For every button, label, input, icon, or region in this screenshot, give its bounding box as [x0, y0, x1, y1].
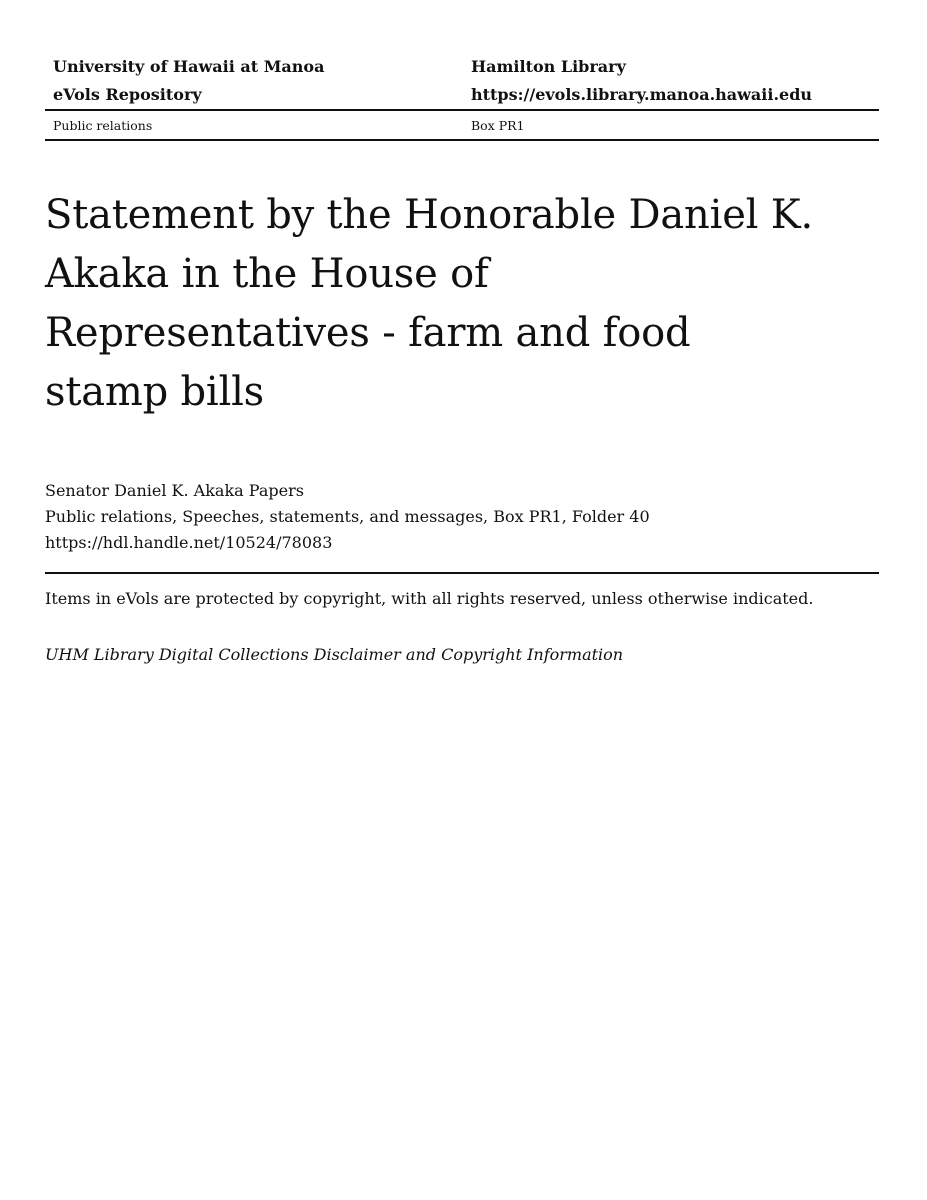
- title-line: Representatives - farm and food: [45, 310, 691, 356]
- title-line: Statement by the Honorable Daniel K.: [45, 192, 813, 238]
- library-name: Hamilton Library: [471, 56, 626, 76]
- title-line: Akaka in the House of: [45, 251, 489, 297]
- header-row-series: [45, 111, 879, 141]
- box-label: Box PR1: [471, 117, 525, 133]
- document-metadata: [45, 478, 879, 556]
- header-row-repository: [45, 80, 879, 111]
- disclaimer-link[interactable]: UHM Library Digital Collections Disclaimer and Copyright Information: [45, 645, 624, 664]
- title-line: stamp bills: [45, 369, 265, 415]
- repository-name: eVols Repository: [53, 84, 202, 104]
- repository-url[interactable]: https://evols.library.manoa.hawaii.edu: [471, 84, 813, 104]
- header-row-institution: [45, 52, 879, 80]
- folder-location: Public relations, Speeches, statements, and messages, Box PR1, Folder 40: [45, 507, 650, 526]
- collection-name: Senator Daniel K. Akaka Papers: [45, 481, 304, 500]
- handle-link[interactable]: https://hdl.handle.net/10524/78083: [45, 533, 333, 552]
- institution-name: University of Hawaii at Manoa: [53, 56, 325, 76]
- section-divider: [45, 572, 879, 574]
- rights-statement: Items in eVols are protected by copyright, with all rights reserved, unless otherwise indicated.: [45, 589, 814, 608]
- document-title: [45, 186, 813, 422]
- header-table: [45, 52, 879, 141]
- collection-series: Public relations: [53, 117, 153, 133]
